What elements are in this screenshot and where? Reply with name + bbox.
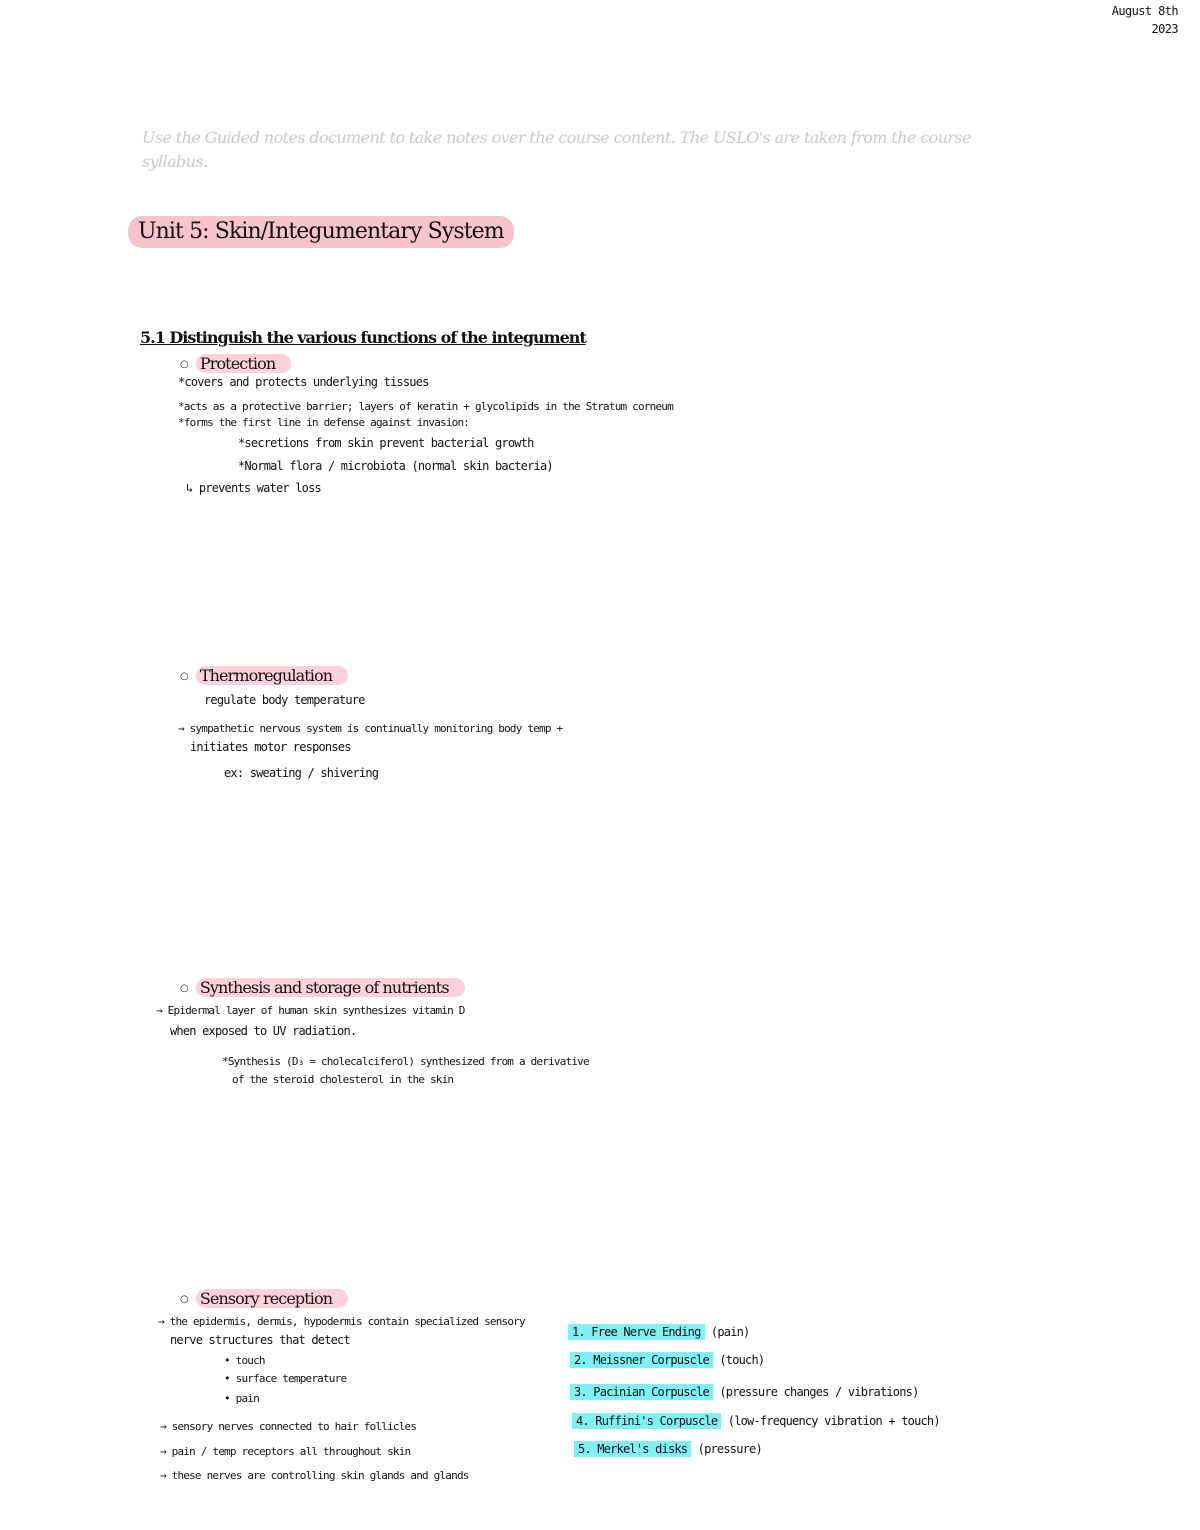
date-line-2: 2023 <box>1151 22 1178 36</box>
sensory-note-8: → these nerves are controlling skin glands and glands <box>160 1469 469 1482</box>
protection-note-3: *forms the first line in defense against invasion: <box>178 416 470 429</box>
receptor-item <box>572 1415 940 1427</box>
intro-text: Use the Guided notes document to take notes over the course content. The USLO's are taken from the course syllabus. <box>142 128 971 171</box>
synthesis-heading: ○ Synthesis and storage of nutrients <box>180 978 465 999</box>
receptor-name: 1. Free Nerve Ending <box>568 1324 705 1340</box>
receptor-item <box>568 1326 749 1338</box>
unit-title: Unit 5: Skin/Integumentary System <box>128 216 514 248</box>
date-line-1: August 8th <box>1111 4 1178 18</box>
synthesis-note-1: → Epidermal layer of human skin synthesizes vitamin D <box>156 1004 465 1017</box>
sensory-note-7: → pain / temp receptors all throughout skin <box>160 1445 411 1458</box>
sensory-note-3: • touch <box>224 1354 265 1367</box>
bullet-icon: ○ <box>180 359 188 370</box>
receptor-name: 5. Merkel's disks <box>574 1441 691 1457</box>
sensory-note-2: nerve structures that detect <box>170 1333 350 1347</box>
protection-note-1: *covers and protects underlying tissues <box>178 375 429 389</box>
receptor-detail: (low-frequency vibration + touch) <box>721 1414 940 1428</box>
bullet-icon: ○ <box>180 983 188 994</box>
receptor-item <box>570 1354 764 1366</box>
thermo-note-4: ex: sweating / shivering <box>224 766 379 780</box>
synthesis-note-4: of the steroid cholesterol in the skin <box>232 1073 454 1086</box>
receptor-detail: (pain) <box>704 1325 750 1339</box>
section-title: 5.1 Distinguish the various functions of the integument <box>140 328 586 347</box>
bullet-icon: ○ <box>180 671 188 682</box>
receptor-detail: (pressure changes / vibrations) <box>712 1385 919 1399</box>
receptor-name: 3. Pacinian Corpuscle <box>570 1384 713 1400</box>
protection-heading: ○ Protection <box>180 354 291 375</box>
bullet-icon: ○ <box>180 1294 188 1305</box>
receptor-detail: (touch) <box>712 1353 765 1367</box>
protection-note-5: *Normal flora / microbiota (normal skin bacteria) <box>238 459 553 473</box>
sensory-note-4: • surface temperature <box>224 1372 347 1385</box>
thermo-note-2: → sympathetic nervous system is continually monitoring body temp + <box>178 722 563 735</box>
synthesis-note-2: when exposed to UV radiation. <box>170 1024 357 1038</box>
protection-note-2: *acts as a protective barrier; layers of keratin + glycolipids in the Stratum corneum <box>178 400 673 413</box>
receptor-name: 2. Meissner Corpuscle <box>570 1352 713 1368</box>
thermo-note-3: initiates motor responses <box>190 740 351 754</box>
receptor-detail: (pressure) <box>691 1442 762 1456</box>
sensory-note-5: • pain <box>224 1392 259 1405</box>
thermoregulation-heading: ○ Thermoregulation <box>180 666 348 687</box>
receptor-item <box>570 1386 919 1398</box>
sensory-heading: ○ Sensory reception <box>180 1289 348 1310</box>
receptor-name: 4. Ruffini's Corpuscle <box>572 1413 721 1429</box>
sensory-note-1: → the epidermis, dermis, hypodermis contain specialized sensory <box>158 1315 525 1328</box>
sensory-note-6: → sensory nerves connected to hair follicles <box>160 1420 417 1433</box>
protection-note-6: ↳ prevents water loss <box>186 481 321 495</box>
synthesis-note-3: *Synthesis (D₃ = cholecalciferol) synthesized from a derivative <box>222 1055 589 1068</box>
protection-note-4: *secretions from skin prevent bacterial growth <box>238 436 534 450</box>
thermo-note-1: regulate body temperature <box>204 693 365 707</box>
receptor-item <box>574 1443 762 1455</box>
